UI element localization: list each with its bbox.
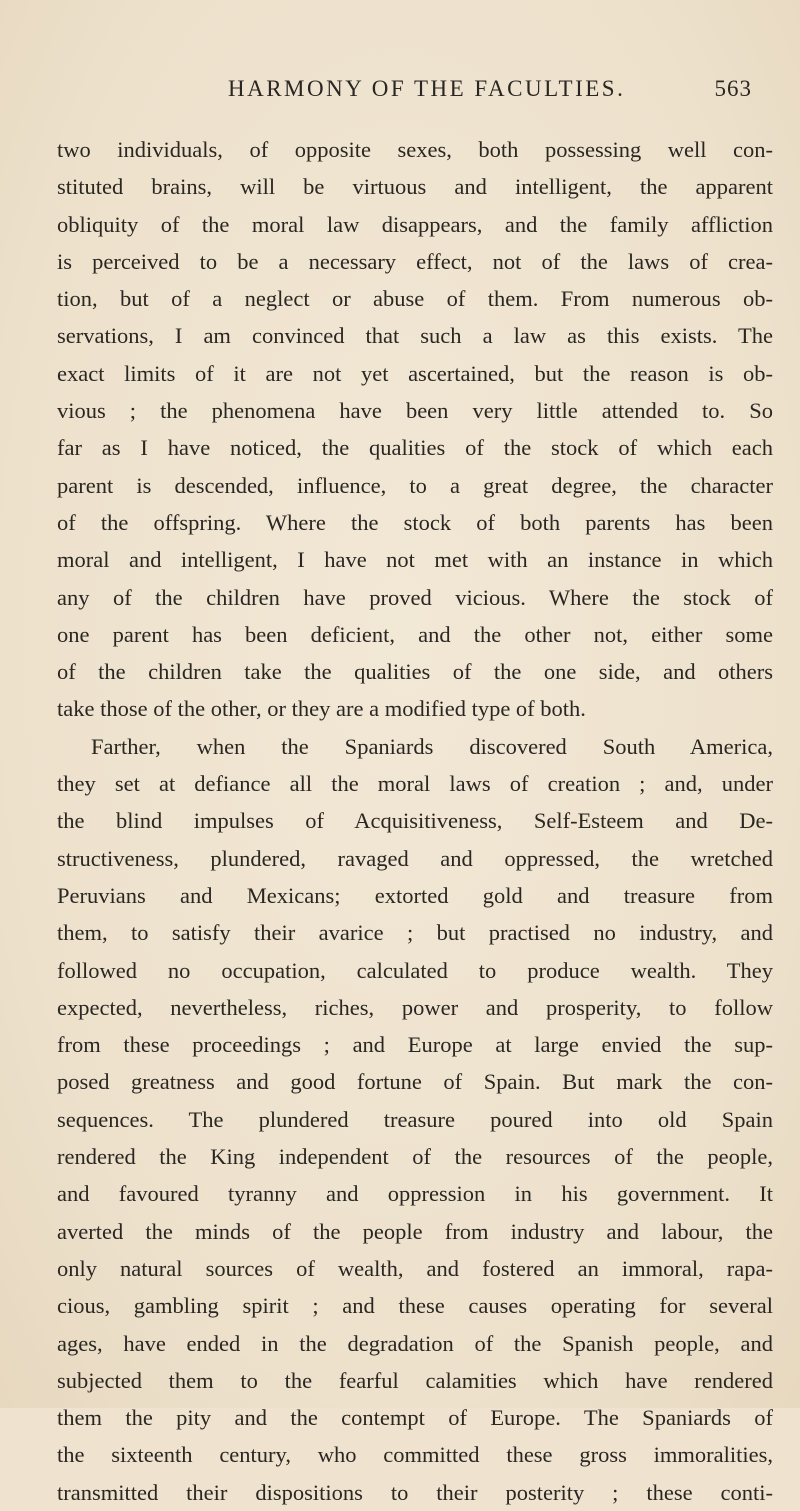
text-line: they set at defiance all the moral laws of creation ; and, under	[57, 771, 773, 797]
text-line: stituted brains, will be virtuous and intelligent, the apparent	[57, 174, 773, 200]
text-line: sequences. The plundered treasure poured into old Spain	[57, 1106, 773, 1132]
text-line: obliquity of the moral law disappears, and the family affliction	[57, 211, 773, 237]
page-header	[228, 76, 752, 116]
text-line: moral and intelligent, I have not met with an instance in which	[57, 547, 773, 573]
text-line: parent is descended, influence, to a great degree, the character	[57, 472, 773, 498]
text-line: one parent has been deficient, and the other not, either some	[57, 621, 773, 647]
text-line: only natural sources of wealth, and fostered an immoral, rapa-	[57, 1255, 773, 1281]
text-line: take those of the other, or they are a modified type of both.	[57, 696, 586, 722]
text-line: the blind impulses of Acquisitiveness, Self-Esteem and De-	[57, 808, 773, 834]
text-line: from these proceedings ; and Europe at large envied the sup-	[57, 1032, 773, 1058]
text-line: Farther, when the Spaniards discovered South America,	[91, 733, 773, 759]
text-line: any of the children have proved vicious. Where the stock of	[57, 584, 773, 610]
text-line: servations, I am convinced that such a law as this exists. The	[57, 323, 773, 349]
text-line: followed no occupation, calculated to produce wealth. They	[57, 957, 773, 983]
text-line: of the offspring. Where the stock of both parents has been	[57, 509, 773, 535]
text-line: rendered the King independent of the resources of the people,	[57, 1144, 773, 1170]
text-line: and favoured tyranny and oppression in his government. It	[57, 1181, 773, 1207]
body-text	[57, 131, 773, 1511]
text-line: two individuals, of opposite sexes, both possessing well con-	[57, 137, 773, 162]
text-line: averted the minds of the people from industry and labour, the	[57, 1218, 773, 1244]
text-line: posed greatness and good fortune of Spain. But mark the con-	[57, 1069, 773, 1095]
text-line: cious, gambling spirit ; and these causes operating for several	[57, 1293, 773, 1319]
text-line: the sixteenth century, who committed these gross immoralities,	[57, 1442, 773, 1468]
text-line: Peruvians and Mexicans; extorted gold and treasure from	[57, 882, 773, 908]
text-line: tion, but of a neglect or abuse of them. From numerous ob-	[57, 286, 773, 312]
text-line: exact limits of it are not yet ascertained, but the reason is ob-	[57, 360, 773, 386]
text-line: far as I have noticed, the qualities of the stock of which each	[57, 435, 773, 461]
text-line: is perceived to be a necessary effect, not of the laws of crea-	[57, 248, 773, 274]
running-title: HARMONY OF THE FACULTIES.	[228, 76, 626, 101]
text-line: of the children take the qualities of the one side, and others	[57, 659, 773, 685]
text-line: ages, have ended in the degradation of the Spanish people, and	[57, 1330, 773, 1356]
page-number: 563	[714, 76, 752, 101]
text-line: them the pity and the contempt of Europe. The Spaniards of	[57, 1405, 773, 1431]
text-line: vious ; the phenomena have been very little attended to. So	[57, 398, 773, 424]
text-line: expected, nevertheless, riches, power and prosperity, to follow	[57, 994, 773, 1020]
text-line: structiveness, plundered, ravaged and oppressed, the wretched	[57, 845, 773, 871]
text-line: them, to satisfy their avarice ; but practised no industry, and	[57, 920, 773, 946]
text-line: transmitted their dispositions to their posterity ; these conti-	[57, 1479, 773, 1505]
text-line: subjected them to the fearful calamities which have rendered	[57, 1367, 773, 1393]
